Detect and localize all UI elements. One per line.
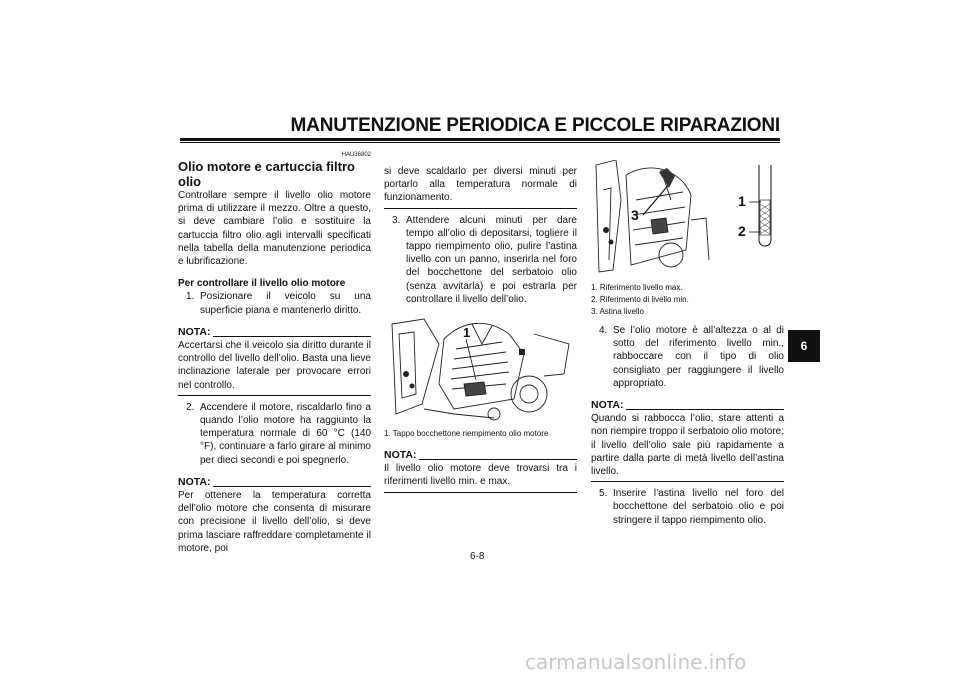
dipstick-detail [749, 165, 771, 246]
note-end-rule [178, 392, 371, 396]
header-rule [180, 138, 780, 141]
note-label: NOTA: [591, 399, 624, 412]
divider-rule [384, 205, 577, 209]
note-heading [591, 399, 784, 412]
left-column [178, 151, 371, 555]
step-2 [186, 401, 371, 467]
step-number: 2. [186, 401, 195, 413]
middle-column [384, 165, 577, 498]
header-rule-thin [180, 142, 780, 143]
note-text: Accertarsi che il veicolo sia diritto durante il controllo del livello dell’olio. Basta una lieve inclinazione laterale per provocare errori nel controllo. [178, 340, 371, 391]
continued-paragraph: si deve scaldarlo per diversi minuti per portarlo alla temperatura normale di funzionamento. [384, 166, 577, 204]
subheading: Per controllare il livello olio motore [178, 278, 346, 290]
step-5 [599, 487, 784, 527]
figure-caption: 1. Tappo bocchettone riempimento olio motore [384, 429, 549, 439]
step-3 [392, 214, 577, 306]
intro-paragraph: Controllare sempre il livello olio motore prima di utilizzare il mezzo. Oltre a questo, si deve cambiare l’olio e sostituire la cartuccia filtro olio agli intervalli specificati nella tabella della manutenzione periodica e lubrificazione. [178, 190, 371, 268]
step-number: 4. [599, 325, 608, 336]
note-end-rule [384, 489, 577, 493]
note-heading [178, 476, 371, 489]
section-title: Olio motore e cartuccia filtro olio [178, 159, 355, 189]
page-header-title: MANUTENZIONE PERIODICA E PICCOLE RIPARAZIONI [290, 115, 780, 136]
step-number: 3. [392, 214, 401, 226]
page-number: 6-8 [470, 551, 485, 562]
step-text: Se l’olio motore è all’altezza o al di sotto del riferimento livello min., rabboccare con il tipo di olio consigliato per raggiungere il livello appropriato. [613, 325, 784, 389]
step-1 [186, 290, 371, 316]
note-heading [384, 449, 577, 462]
note-label: NOTA: [178, 475, 211, 488]
figure-callout-1: 1 [463, 325, 471, 341]
note-text: Per ottenere la temperatura corretta dell’olio motore che consenta di misurare con precisione il livello dell’olio, si deve prima lasciare raffreddare completamente il motore, poi [178, 490, 371, 554]
note-text: Quando si rabbocca l’olio, stare attenti a non riempire troppo il serbatoio olio motore; il livello dell’olio sale più rapidamente a partire dalla parte di metà livello dell’astina livello. [591, 413, 784, 478]
figure-callout-1: 1 [738, 193, 746, 209]
right-column [591, 160, 784, 527]
step-text: Posizionare il veicolo su una superficie piana e mantenerlo diritto. [200, 291, 371, 316]
dipstick-figure [591, 160, 784, 278]
step-text: Accendere il motore, riscaldarlo fino a quando l’olio motore ha raggiunto la temperatura normale di 60 °C (140 °F), continuare a farlo girare al minimo per dieci secondi e poi spegnerlo. [200, 401, 371, 466]
figure-callout-2: 2 [738, 223, 746, 239]
section-code: HAU36802 [341, 152, 371, 158]
step-text: Attendere alcuni minuti per dare tempo all’olio di depositarsi, togliere il tappo riempimento olio, pulire l’astina livello con un panno, inserirla nel foro del bocchettone del serbatoio olio (senza avvitarla) e poi estrarla per controllare il livello dell’olio. [406, 214, 577, 305]
dipstick-illustration [591, 160, 784, 278]
chapter-tab: 6 [788, 330, 820, 362]
figure-callout-3: 3 [631, 207, 639, 223]
caption-1: 1. Riferimento livello max. [591, 283, 683, 292]
engine-illustration [384, 314, 577, 424]
note-label: NOTA: [384, 449, 417, 462]
step-4 [599, 324, 784, 390]
caption-3: 3. Astina livello [591, 307, 644, 316]
engine-oil-cap-figure [384, 314, 577, 424]
note-label: NOTA: [178, 325, 211, 338]
step-number: 5. [599, 488, 608, 500]
step-number: 1. [186, 291, 195, 303]
note-end-rule [591, 478, 784, 482]
note-heading [178, 326, 371, 339]
note-text: Il livello olio motore deve trovarsi tra i riferimenti livello min. e max. [384, 463, 577, 488]
step-text: Inserire l’astina livello nel foro del bocchettone del serbatoio olio e poi stringere il tappo riempimento olio. [613, 488, 784, 526]
caption-2: 2. Riferimento di livello min. [591, 295, 689, 304]
watermark: carmanualsonline.info [525, 650, 747, 674]
